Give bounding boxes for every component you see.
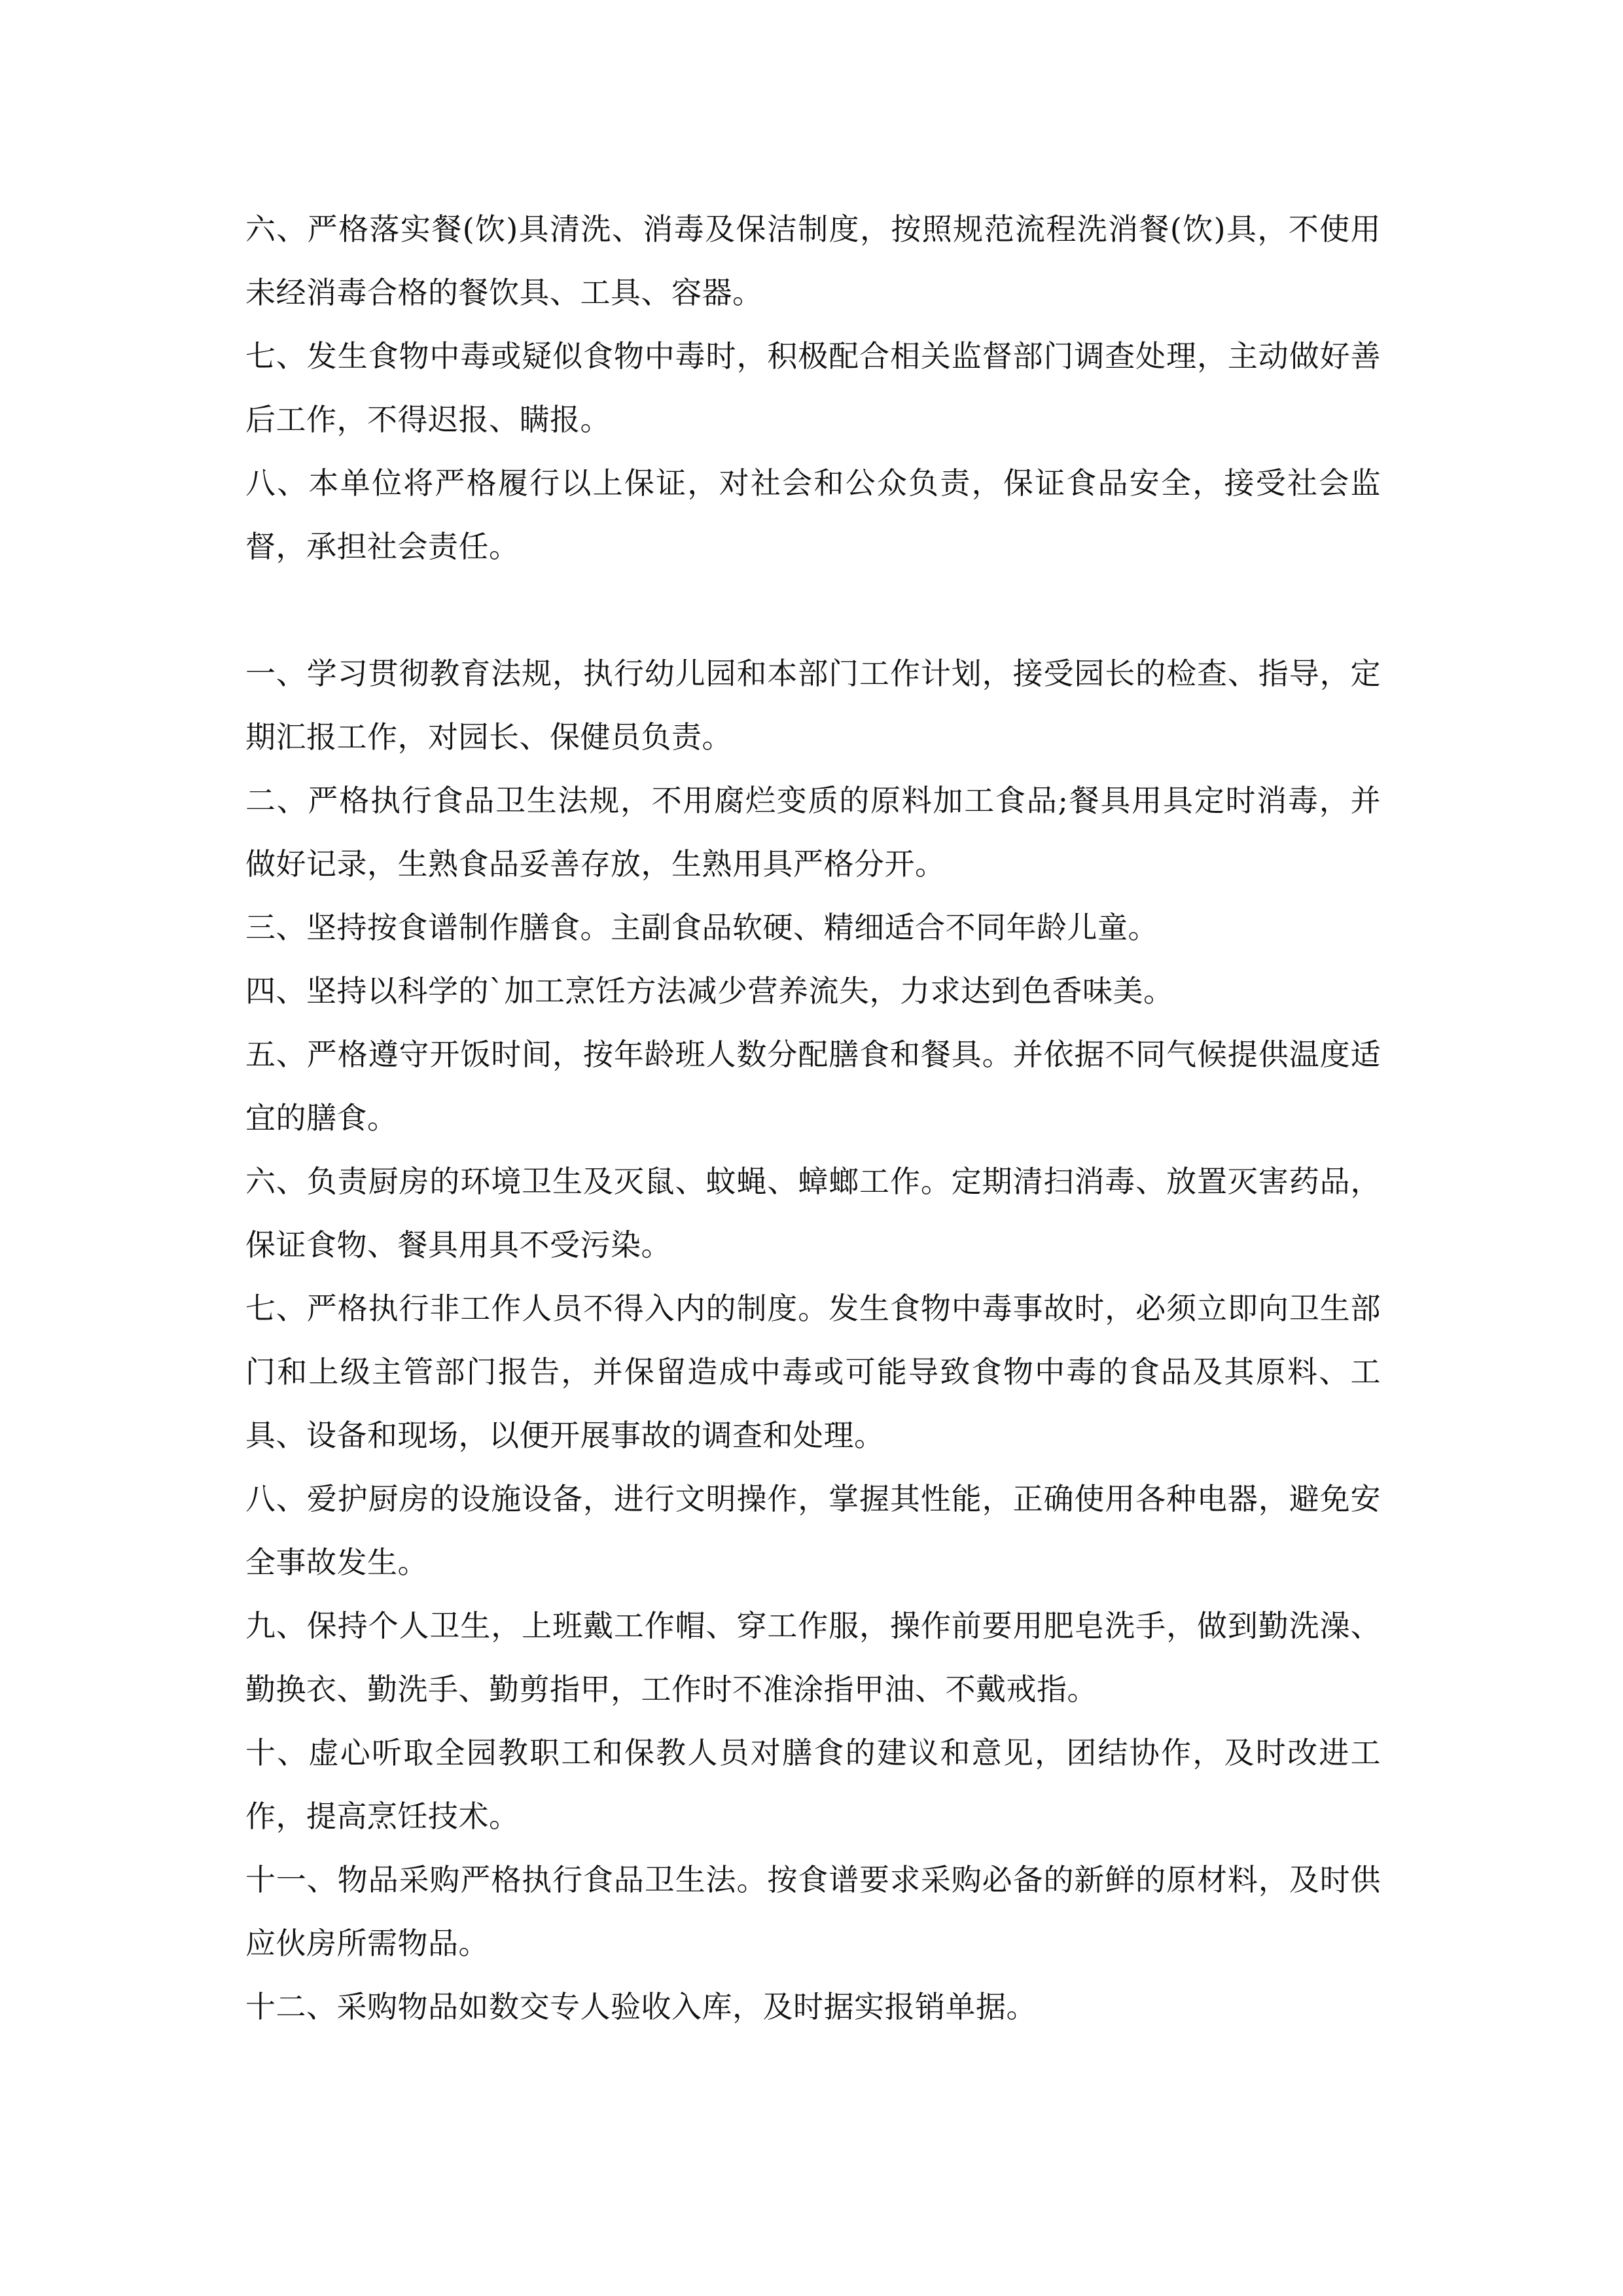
duty-item-5: 五、严格遵守开饭时间，按年龄班人数分配膳食和餐具。并依据不同气候提供温度适宜的膳食。 [245, 1037, 1381, 1136]
document-body [245, 198, 1381, 2039]
duty-item-10: 十、虚心听取全园教职工和保教人员对膳食的建议和意见，团结协作，及时改进工作，提高烹饪技术。 [245, 1735, 1381, 1834]
duty-item-4: 四、坚持以科学的`加工烹饪方法减少营养流失，力求达到色香味美。 [245, 973, 1174, 1009]
pledge-item-7: 七、发生食物中毒或疑似食物中毒时，积极配合相关监督部门调查处理，主动做好善后工作，不得迟报、瞒报。 [245, 338, 1381, 437]
duty-item-1: 一、学习贯彻教育法规，执行幼儿园和本部门工作计划，接受园长的检查、指导，定期汇报工作，对园长、保健员负责。 [245, 656, 1381, 755]
duty-item-6: 六、负责厨房的环境卫生及灭鼠、蚊蝇、蟑螂工作。定期清扫消毒、放置灭害药品，保证食物、餐具用具不受污染。 [245, 1164, 1381, 1263]
duty-item-9: 九、保持个人卫生，上班戴工作帽、穿工作服，操作前要用肥皂洗手，做到勤洗澡、勤换衣、勤洗手、勤剪指甲，工作时不准涂指甲油、不戴戒指。 [245, 1608, 1381, 1707]
pledge-item-6: 六、严格落实餐(饮)具清洗、消毒及保洁制度，按照规范流程洗消餐(饮)具，不使用未经消毒合格的餐饮具、工具、容器。 [245, 211, 1381, 310]
section-kitchen-staff-duties [245, 642, 1381, 2039]
section-food-safety-pledge [245, 198, 1381, 579]
duty-item-12: 十二、采购物品如数交专人验收入库，及时据实报销单据。 [245, 1989, 1037, 2024]
section-gap [245, 579, 1381, 642]
pledge-item-8: 八、本单位将严格履行以上保证，对社会和公众负责，保证食品安全，接受社会监督，承担社会责任。 [245, 465, 1381, 564]
duty-item-7: 七、严格执行非工作人员不得入内的制度。发生食物中毒事故时，必须立即向卫生部门和上级主管部门报告，并保留造成中毒或可能导致食物中毒的食品及其原料、工具、设备和现场，以便开展事故的调查和处理。 [245, 1291, 1381, 1453]
duty-item-3: 三、坚持按食谱制作膳食。主副食品软硬、精细适合不同年龄儿童。 [245, 910, 1158, 945]
duty-item-2: 二、严格执行食品卫生法规，不用腐烂变质的原料加工食品;餐具用具定时消毒，并做好记录，生熟食品妥善存放，生熟用具严格分开。 [245, 783, 1381, 882]
duty-item-11: 十一、物品采购严格执行食品卫生法。按食谱要求采购必备的新鲜的原材料，及时供应伙房所需物品。 [245, 1862, 1381, 1961]
duty-item-8: 八、爱护厨房的设施设备，进行文明操作，掌握其性能，正确使用各种电器，避免安全事故发生。 [245, 1481, 1381, 1580]
